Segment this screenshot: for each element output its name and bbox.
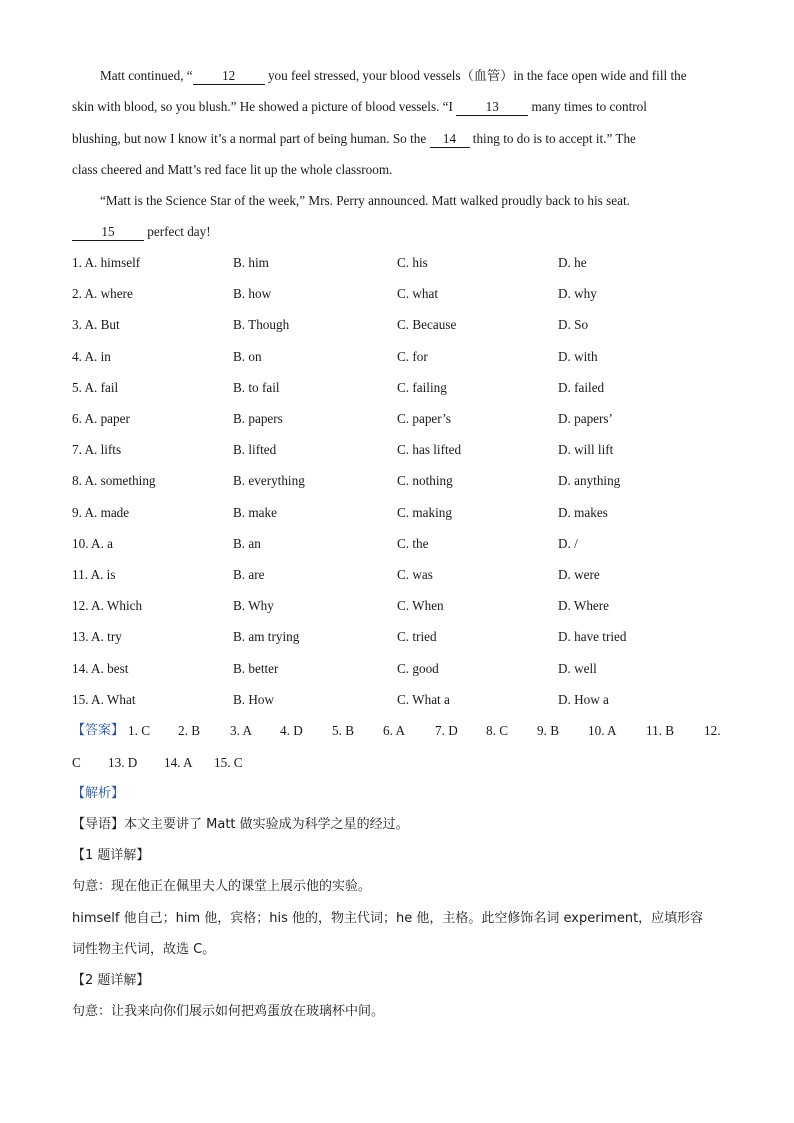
q1-detail-label: 【1 题详解】 xyxy=(72,848,150,863)
option-b: B. an xyxy=(233,536,261,551)
blank-14: 14 xyxy=(430,131,470,148)
option-c: C. good xyxy=(397,661,439,676)
answer-item: 8. C xyxy=(486,723,508,738)
option-d: D. with xyxy=(558,349,598,364)
option-c: C. his xyxy=(397,255,428,270)
option-b: B. to fail xyxy=(233,380,280,395)
answer-item: 4. D xyxy=(280,723,303,738)
guide-label: 【导语】 xyxy=(72,817,125,832)
option-a: 10. A. a xyxy=(72,536,114,551)
passage-line-2: skin with blood, so you blush.” He showed a picture of blood vessels. “I 13 many times to control xyxy=(72,99,647,114)
answer-item: 2. B xyxy=(178,723,200,738)
option-c: C. has lifted xyxy=(397,442,462,457)
question-row xyxy=(72,315,724,335)
answer-item: 14. A xyxy=(164,755,193,770)
answer-item: 5. B xyxy=(332,723,354,738)
question-row xyxy=(72,534,724,554)
option-a: 7. A. lifts xyxy=(72,442,122,457)
question-row xyxy=(72,627,724,647)
answer-item: 9. B xyxy=(537,723,559,738)
option-c: C. When xyxy=(397,598,444,613)
option-c: C. What a xyxy=(397,692,450,707)
question-row xyxy=(72,378,724,398)
option-d: D. why xyxy=(558,286,597,301)
answer-item: C xyxy=(72,755,81,770)
option-a: 13. A. try xyxy=(72,629,122,644)
option-b: B. papers xyxy=(233,411,283,426)
option-d: D. well xyxy=(558,661,597,676)
option-c: C. tried xyxy=(397,629,437,644)
option-d: D. he xyxy=(558,255,587,270)
option-b: B. better xyxy=(233,661,279,676)
question-row xyxy=(72,347,724,367)
question-row xyxy=(72,284,724,304)
option-c: C. paper’s xyxy=(397,411,451,426)
q1-detail-line-2: 词性物主代词，故选 C。 xyxy=(72,942,216,957)
question-row xyxy=(72,690,724,710)
question-row xyxy=(72,409,724,429)
option-a: 15. A. What xyxy=(72,692,136,707)
question-row xyxy=(72,503,724,523)
guide-text: 本文主要讲了 Matt 做实验成为科学之星的经过。 xyxy=(124,817,409,832)
option-d: D. Where xyxy=(558,598,610,613)
passage-line-5: “Matt is the Science Star of the week,” Mrs. Perry announced. Matt walked proudly back to his seat. xyxy=(100,193,630,208)
question-row xyxy=(72,565,724,585)
option-d: D. papers’ xyxy=(558,411,613,426)
option-a: 5. A. fail xyxy=(72,380,119,395)
option-a: 2. A. where xyxy=(72,286,133,301)
question-row xyxy=(72,253,724,273)
q1-detail-line-1: himself 他自己；him 他，宾格；his 他的，物主代词；he 他，主格。此空修饰名词 experiment，应填形容 xyxy=(72,911,704,926)
option-c: C. what xyxy=(397,286,439,301)
option-a: 4. A. in xyxy=(72,349,111,364)
option-b: B. Why xyxy=(233,598,274,613)
analysis-label: 【解析】 xyxy=(72,786,125,801)
option-d: D. were xyxy=(558,567,600,582)
answer-item: 11. B xyxy=(646,723,675,738)
answer-item: 13. D xyxy=(108,755,138,770)
option-d: D. / xyxy=(558,536,578,551)
option-a: 8. A. something xyxy=(72,473,156,488)
question-row xyxy=(72,471,724,491)
option-b: B. How xyxy=(233,692,275,707)
question-row xyxy=(72,659,724,679)
option-b: B. everything xyxy=(233,473,305,488)
blank-13: 13 xyxy=(456,99,528,116)
option-c: C. for xyxy=(397,349,428,364)
option-d: D. will lift xyxy=(558,442,614,457)
option-b: B. how xyxy=(233,286,272,301)
option-c: C. failing xyxy=(397,380,447,395)
passage-line-4: class cheered and Matt’s red face lit up the whole classroom. xyxy=(72,162,393,177)
option-a: 12. A. Which xyxy=(72,598,143,613)
option-a: 9. A. made xyxy=(72,505,130,520)
answer-item: 7. D xyxy=(435,723,458,738)
option-c: C. Because xyxy=(397,317,457,332)
option-a: 11. A. is xyxy=(72,567,116,582)
passage-line-1: Matt continued, “ 12 you feel stressed, your blood vessels（血管）in the face open wide and fill the xyxy=(100,68,687,83)
option-d: D. failed xyxy=(558,380,605,395)
answer-item: 10. A xyxy=(588,723,617,738)
passage-line-6: 15 perfect day! xyxy=(72,222,724,242)
option-b: B. am trying xyxy=(233,629,300,644)
option-c: C. was xyxy=(397,567,433,582)
q2-meaning: 句意：让我来向你们展示如何把鸡蛋放在玻璃杯中间。 xyxy=(72,1004,385,1019)
question-row xyxy=(72,440,724,460)
answer-item: 15. C xyxy=(214,755,243,770)
question-row xyxy=(72,596,724,616)
option-a: 6. A. paper xyxy=(72,411,130,426)
option-d: D. have tried xyxy=(558,629,627,644)
option-d: D. anything xyxy=(558,473,621,488)
blank-15: 15 xyxy=(72,224,144,241)
answer-item: 3. A xyxy=(230,723,252,738)
q2-detail-label: 【2 题详解】 xyxy=(72,973,150,988)
q1-meaning: 句意：现在他正在佩里夫人的课堂上展示他的实验。 xyxy=(72,879,372,894)
option-d: D. So xyxy=(558,317,589,332)
option-d: D. How a xyxy=(558,692,609,707)
option-b: B. are xyxy=(233,567,265,582)
answers-row-2 xyxy=(72,753,724,773)
answer-item: 6. A xyxy=(383,723,405,738)
option-c: C. the xyxy=(397,536,429,551)
option-c: C. nothing xyxy=(397,473,453,488)
answer-label: 【答案】 xyxy=(72,723,125,738)
option-b: B. on xyxy=(233,349,262,364)
option-a: 14. A. best xyxy=(72,661,129,676)
answers-row-1 xyxy=(72,721,724,741)
option-b: B. him xyxy=(233,255,269,270)
guide-line xyxy=(72,815,724,835)
option-b: B. make xyxy=(233,505,277,520)
option-a: 3. A. But xyxy=(72,317,120,332)
option-b: B. lifted xyxy=(233,442,277,457)
option-a: 1. A. himself xyxy=(72,255,141,270)
option-c: C. making xyxy=(397,505,452,520)
blank-12: 12 xyxy=(193,68,265,85)
answer-item: 1. C xyxy=(128,723,150,738)
passage-line-3: blushing, but now I know it’s a normal part of being human. So the 14 thing to do is to accept it.” The xyxy=(72,131,636,146)
option-d: D. makes xyxy=(558,505,608,520)
option-b: B. Though xyxy=(233,317,290,332)
answer-item: 12. xyxy=(704,723,721,738)
